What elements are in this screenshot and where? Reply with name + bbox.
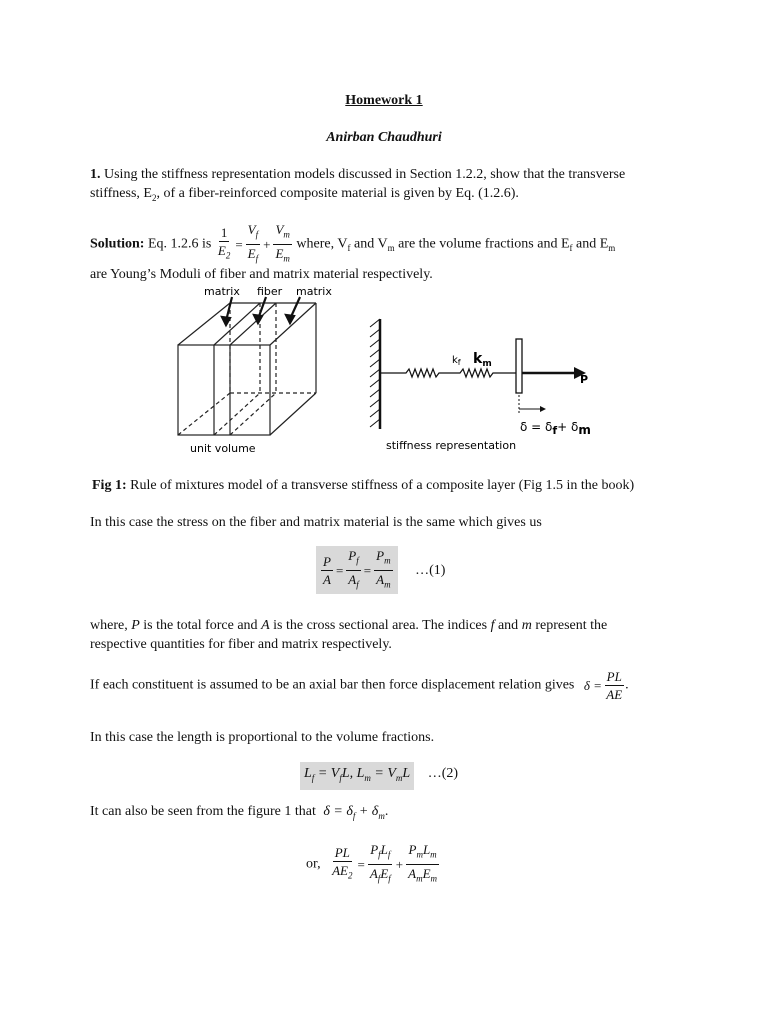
- caption-label: Fig 1:: [92, 478, 127, 493]
- equation-3: or, $\frac{PL}{AE_2}$ = $\frac{P_fL_f}{A_fE_f}$ + $\frac{P_mL_m}{A_mE_m}$: [306, 842, 438, 884]
- or-label: or,: [306, 856, 321, 872]
- sub-f: f: [347, 243, 351, 254]
- equation-1-tag: …(1): [415, 562, 446, 578]
- label-unit-volume: unit volume: [190, 442, 256, 455]
- eq-pl-ae: $\frac{PL}{AE}$: [606, 669, 623, 702]
- eq-inverse-e2: $\frac{1}{E_2}$: [217, 224, 231, 261]
- where-text-b: is the total force and: [143, 618, 258, 633]
- paragraph-where: [90, 616, 690, 654]
- where-text-c: is the cross sectional area. The indices: [273, 618, 488, 633]
- eq-vf-ef: $\frac{V_f}{E_f}$: [247, 222, 259, 264]
- paragraph-figure-relation: It can also be seen from the figure 1 that $\delta = \delta_f + \delta_m$.: [90, 804, 389, 821]
- label-stiffness-representation: stiffness representation: [386, 439, 517, 452]
- figure-1: [170, 283, 610, 463]
- problem-number: 1.: [90, 167, 101, 182]
- equation-2-tag: …(2): [427, 766, 459, 781]
- paragraph-stress: In this case the stress on the fiber and matrix material is the same which gives us: [90, 515, 542, 530]
- where-f: f: [490, 618, 495, 633]
- sub-m2: m: [608, 243, 616, 254]
- problem-text-line1: Using the stiffness representation models discussed in Section 1.2.2, show that the transverse: [104, 167, 626, 182]
- solution-label: Solution:: [90, 236, 145, 252]
- where-text-e: represent the: [535, 618, 608, 633]
- equation-1: [316, 546, 516, 594]
- label-delta-sum: δ = δf+ δm: [520, 420, 591, 437]
- where-P: P: [131, 618, 140, 633]
- label-p: P: [580, 373, 589, 386]
- solution-where-d: and E: [576, 236, 609, 252]
- equation-2: [300, 762, 540, 790]
- solution-line: Solution: Eq. 1.2.6 is $\frac{1}{E_2}$ = $\frac{V_f}{E_f}$ + $\frac{V_m}{E_m}$ where, $V_f$ and $V_m$ are the volume fractions and $E_f$ and $E_m$: [90, 222, 690, 266]
- equation-1-box: $\frac{P}{A}$ = $\frac{P_f}{A_f}$ = $\frac{P_m}{A_m}$: [316, 546, 398, 594]
- label-kf: $k_f$: [452, 355, 461, 367]
- label-matrix-left: matrix: [204, 285, 240, 298]
- problem-statement: [90, 165, 680, 208]
- solution-lead: Eq. 1.2.6 is: [147, 236, 212, 252]
- paragraph-length: In this case the length is proportional to the volume fractions.: [90, 730, 435, 745]
- where-text-d: and: [497, 618, 519, 633]
- fiber-pointer-arrows: [222, 297, 300, 325]
- figure-relation-text: It can also be seen from the figure 1 that: [90, 804, 316, 819]
- figure-caption: [92, 476, 692, 495]
- sub-m: m: [387, 243, 395, 254]
- label-km: $k_m$: [473, 351, 492, 369]
- where-A: A: [261, 618, 270, 633]
- solution-where-c: are the volume fractions and E: [398, 236, 570, 252]
- where-text-a: where,: [90, 618, 128, 633]
- paragraph-axial-bar: If each constituent is assumed to be an axial bar then force displacement relation gives δ = $\frac{PL}{AE}$ .: [90, 669, 629, 702]
- unit-volume-diagram: [178, 303, 316, 435]
- eq-vm-em: $\frac{V_m}{E_m}$: [275, 222, 290, 264]
- caption-text: Rule of mixtures model of a transverse stiffness of a composite layer (Fig 1.5 in the book): [130, 478, 635, 493]
- where-m: m: [521, 618, 532, 633]
- solution-where-b: and V: [353, 236, 388, 252]
- author-name: Anirban Chaudhuri: [326, 130, 442, 145]
- problem-text-line2a: stiffness, E: [90, 186, 152, 201]
- solution-line2: are Young’s Moduli of fiber and matrix material respectively.: [90, 267, 433, 282]
- problem-text-sub: 2: [151, 192, 157, 203]
- equation-2-box: $L_f = V_fL$, $L_m = V_mL$: [300, 762, 414, 790]
- where-text-line2: respective quantities for fiber and matrix respectively.: [90, 637, 392, 652]
- sub-f2: f: [569, 243, 573, 254]
- label-matrix-right: matrix: [296, 285, 332, 298]
- axial-bar-text: If each constituent is assumed to be an axial bar then force displacement relation gives: [90, 677, 575, 693]
- problem-text-line2b: , of a fiber-reinforced composite material is given by Eq. (1.2.6).: [156, 186, 519, 201]
- page-title: Homework 1: [345, 93, 423, 108]
- solution-where-a: where, V: [296, 236, 348, 252]
- label-fiber: fiber: [257, 285, 283, 298]
